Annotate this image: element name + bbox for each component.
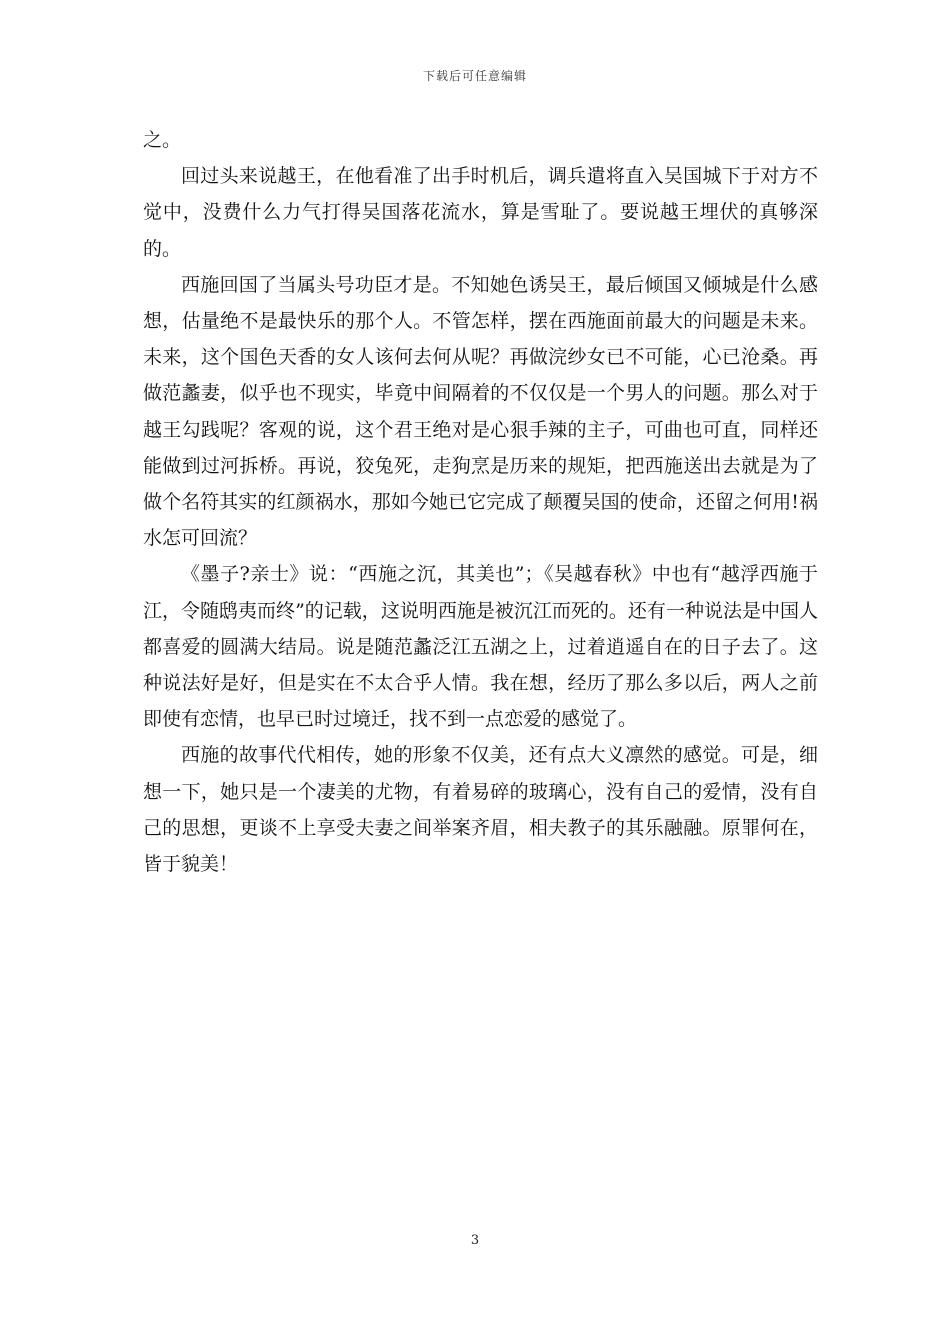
paragraph-continuation: 之。 [143,129,182,151]
paragraph-conclusion: 西施的故事代代相传，她的形象不仅美，还有点大义凛然的感觉。可是，细想一下，她只是一个凄美的尤物，有着易碎的玻璃心，没有自己的爱情，没有自己的思想，更谈不上享受夫妻之间举案齐眉，相夫教子的其乐融融。原罪何在，皆于貌美！ [143,744,818,876]
page-header: 下载后可任意编辑 [422,69,527,83]
page-number: 3 [470,1233,480,1248]
paragraph-mozi-quote: 《墨子?亲士》说：“西施之沉，其美也”；《吴越春秋》中也有“越浮西施于江，令随鸱夷而终”的记载，这说明西施是被沉江而死的。还有一种说法是中国人都喜爱的圆满大结局。说是随范蠡泛江五湖之上，过着逍遥自在的日子去了。这种说法好是好，但是实在不太合乎人情。我在想，经历了那么多以后，两人之前即使有恋情，也早已时过境迁，找不到一点恋爱的感觉了。 [143,563,818,731]
document-body [143,122,818,882]
paragraph-xishi-return: 西施回国了当属头号功臣才是。不知她色诱吴王，最后倾国又倾城是什么感想，估量绝不是最快乐的那个人。不管怎样，摆在西施面前最大的问题是未来。未来，这个国色天香的女人该何去何从呢？再做浣纱女已不可能，心已沧桑。再做范蠡妻，似乎也不现实，毕竟中间隔着的不仅仅是一个男人的问题。那么对于越王勾践呢？客观的说，这个君王绝对是心狠手辣的主子，可曲也可直，同样还能做到过河拆桥。再说，狡兔死，走狗烹是历来的规矩，把西施送出去就是为了做个名符其实的红颜祸水，那如今她已它完成了颠覆吴国的使命，还留之何用!祸水怎可回流？ [143,273,818,550]
paragraph-yue-king: 回过头来说越王，在他看准了出手时机后，调兵遣将直入吴国城下于对方不觉中，没费什么力气打得吴国落花流水，算是雪耻了。要说越王埋伏的真够深的。 [143,165,818,260]
